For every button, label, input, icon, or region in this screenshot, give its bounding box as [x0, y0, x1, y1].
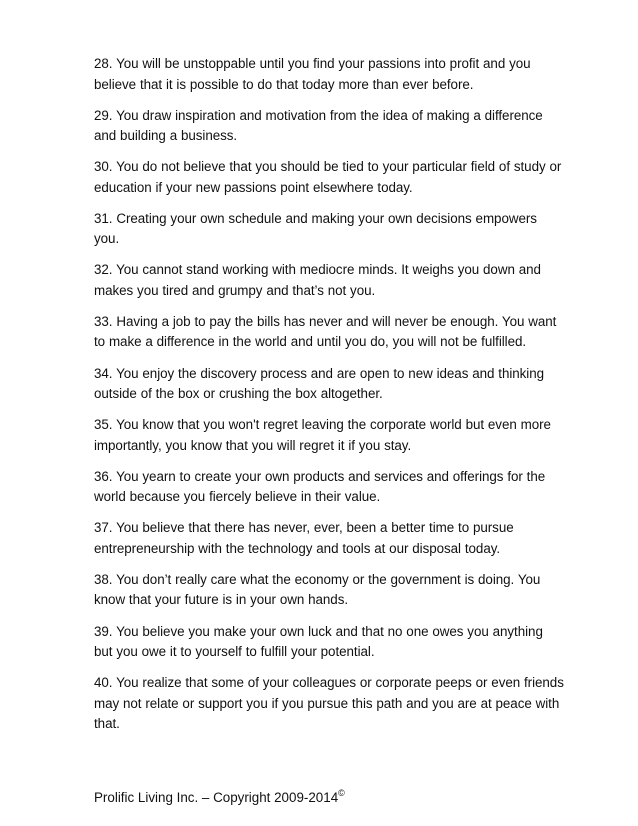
list-item-30: 30. You do not believe that you should be tied to your particular field of study or education if your new passions point elsewhere today.	[94, 159, 562, 195]
list-item-39: 39. You believe you make your own luck and that no one owes you anything but you owe it to yourself to fulfill your potential.	[94, 623, 543, 660]
list-item-35: 35. You know that you won't regret leaving the corporate world but even more importantly, you know that you will regret it if you stay.	[94, 417, 551, 453]
list-item-31: 31. Creating your own schedule and making your own decisions empowers you.	[94, 210, 537, 247]
numbered-list	[94, 54, 564, 745]
copyright-mark: ©	[338, 788, 345, 798]
list-item-28: 28. You will be unstoppable until you find your passions into profit and you believe that it is possible to do that today more than ever before.	[94, 56, 531, 92]
list-item-40: 40. You realize that some of your colleagues or corporate peeps or even friends may not relate or support you if you pursue this path and you are at peace with that.	[94, 675, 564, 732]
list-item-34: 34. You enjoy the discovery process and are open to new ideas and thinking outside of the box or crushing the box altogether.	[94, 365, 545, 402]
list-item-38: 38. You don’t really care what the economy or the government is doing. You know that your future is in your own hands.	[94, 571, 541, 608]
list-item-36: 36. You yearn to create your own products and services and offerings for the world because you fiercely believe in their value.	[94, 468, 546, 505]
footer-text: Prolific Living Inc. – Copyright 2009-2014	[94, 790, 339, 805]
list-item-32: 32. You cannot stand working with mediocre minds. It weighs you down and makes you tired and grumpy and that’s not you.	[94, 262, 541, 298]
list-item-33: 33. Having a job to pay the bills has never and will never be enough. You want to make a difference in the world and until you do, you will not be fulfilled.	[94, 313, 557, 350]
list-item-29: 29. You draw inspiration and motivation from the idea of making a difference and building a business.	[94, 107, 543, 144]
page-footer	[94, 783, 345, 808]
list-item-37: 37. You believe that there has never, ever, been a better time to pursue entrepreneurship with the technology and tools at our disposal today.	[94, 520, 514, 556]
